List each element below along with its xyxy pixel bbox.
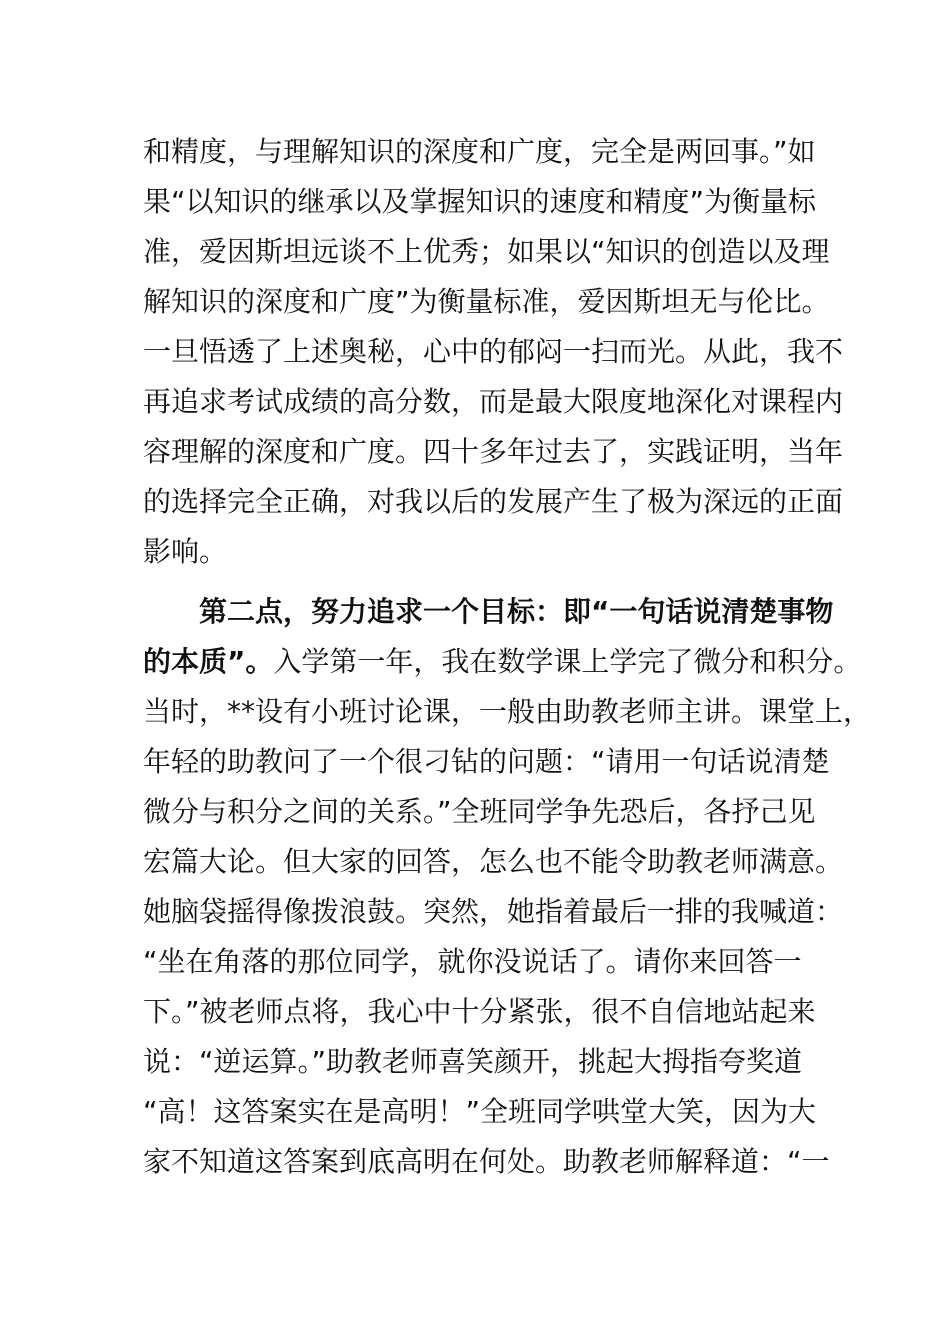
body-text-line: 果“以知识的继承以及掌握知识的速度和精度”为衡量标 [143, 185, 817, 218]
body-text-line: 容理解的深度和广度。四十多年过去了，实践证明，当年 [143, 435, 844, 468]
body-text-line: 一旦悟透了上述奥秘，心中的郁闷一扫而光。从此，我不 [143, 335, 844, 368]
body-text-line: 再追求考试成绩的高分数，而是最大限度地深化对课程内 [143, 385, 844, 418]
body-text-line: 她脑袋摇得像拨浪鼓。突然，她指着最后一排的我喊道： [143, 895, 844, 928]
body-text-line: 和精度，与理解知识的深度和广度，完全是两回事。”如 [143, 135, 816, 168]
body-text-line: 影响。 [143, 535, 228, 568]
body-text-line: 的选择完全正确，对我以后的发展产生了极为深远的正面 [143, 485, 844, 518]
body-text-line [143, 637, 862, 687]
body-text-line: 当时，**设有小班讨论课，一般由助教老师主讲。课堂上， [143, 695, 872, 728]
body-text-span: 入学第一年，我在数学课上学完了微分和积分。 [273, 645, 862, 678]
body-text-line: 解知识的深度和广度”为衡量标准，爱因斯坦无与伦比。 [143, 285, 830, 318]
body-text-line: 年轻的助教问了一个很刁钻的问题：“请用一句话说清楚 [143, 745, 830, 778]
body-text-line: 宏篇大论。但大家的回答，怎么也不能令助教老师满意。 [143, 845, 844, 878]
body-text-line: 说：“逆运算。”助教老师喜笑颜开，挑起大拇指夸奖道 [143, 1045, 803, 1078]
section-heading-end: 的本质”。 [143, 645, 274, 678]
body-text-line: “坐在角落的那位同学，就你没说话了。请你来回答一 [143, 945, 802, 978]
body-text-line: 下。”被老师点将，我心中十分紧张，很不自信地站起来 [143, 995, 816, 1028]
body-text-line: 准，爱因斯坦远谈不上优秀；如果以“知识的创造以及理 [143, 235, 830, 268]
section-heading: 第二点，努力追求一个目标：即“一句话说清楚事物 [199, 595, 834, 628]
body-text-line: 家不知道这答案到底高明在何处。助教老师解释道：“一 [143, 1145, 830, 1178]
body-text-line: “高！这答案实在是高明！”全班同学哄堂大笑，因为大 [143, 1095, 817, 1128]
body-text-line: 微分与积分之间的关系。”全班同学争先恐后，各抒己见 [143, 795, 816, 828]
